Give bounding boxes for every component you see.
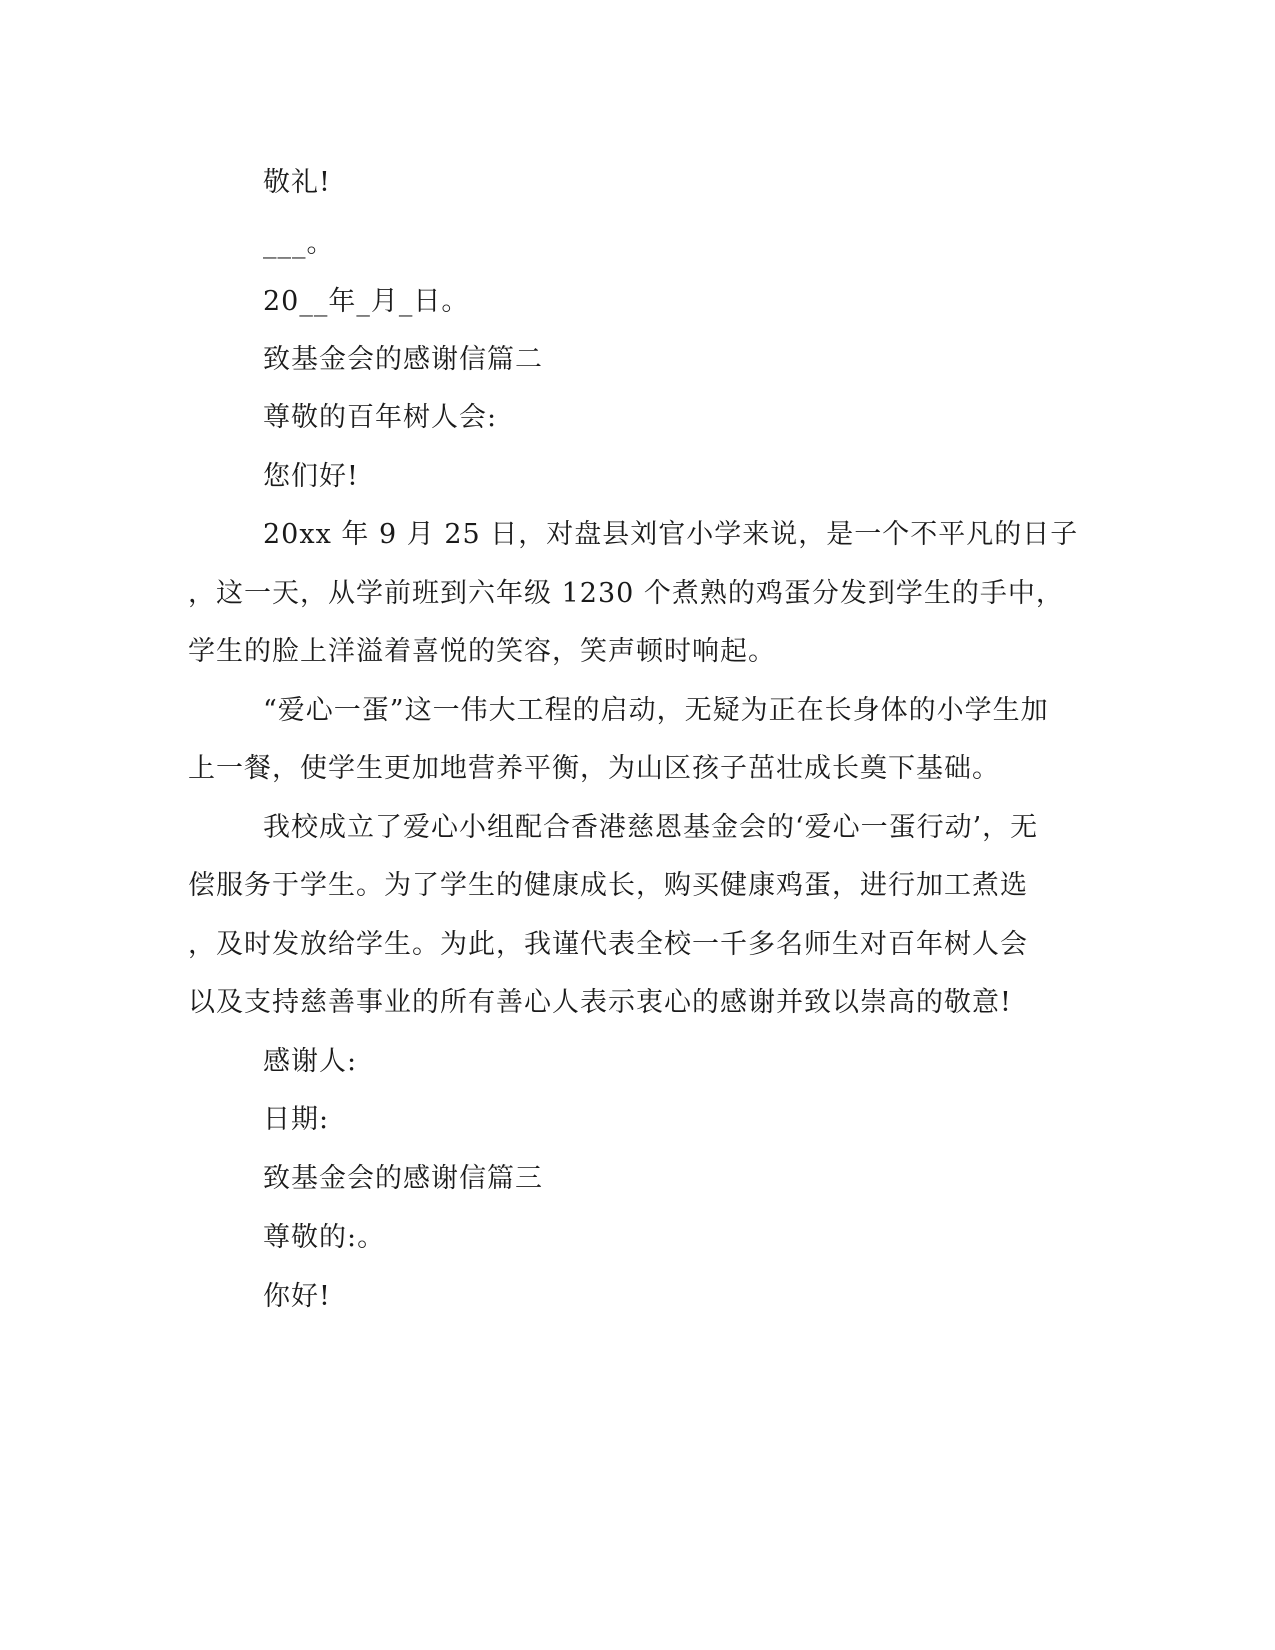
date-blank: 20__年_月_日。 bbox=[263, 286, 470, 317]
letter3-greeting: 你好! bbox=[263, 1281, 331, 1312]
closing-line: 敬礼! bbox=[263, 167, 331, 198]
letter2-thanks-by: 感谢人: bbox=[263, 1046, 358, 1077]
letter2-para1-line1: 20xx 年 9 月 25 日，对盘县刘官小学来说，是一个不平凡的日子 bbox=[263, 519, 1079, 550]
letter2-para2-line1: “爱心一蛋”这一伟大工程的启动，无疑为正在长身体的小学生加 bbox=[263, 695, 1049, 726]
signature-blank: ___。 bbox=[263, 228, 335, 259]
letter2-para3-line2: 偿服务于学生。为了学生的健康成长，购买健康鸡蛋，进行加工煮选 bbox=[188, 870, 1028, 901]
letter2-para2-line2: 上一餐，使学生更加地营养平衡，为山区孩子茁壮成长奠下基础。 bbox=[188, 753, 1000, 784]
letter2-para3-line1: 我校成立了爱心小组配合香港慈恩基金会的‘爱心一蛋行动’，无 bbox=[263, 812, 1039, 843]
letter2-greeting: 您们好! bbox=[263, 461, 359, 492]
letter2-date-label: 日期: bbox=[263, 1104, 330, 1135]
letter2-heading: 致基金会的感谢信篇二 bbox=[263, 344, 543, 375]
letter3-salutation: 尊敬的:。 bbox=[263, 1222, 386, 1253]
letter2-para3-line4: 以及支持慈善事业的所有善心人表示衷心的感谢并致以崇高的敬意! bbox=[188, 987, 1012, 1018]
letter2-salutation: 尊敬的百年树人会: bbox=[263, 402, 498, 433]
letter2-para3-line3: ，及时发放给学生。为此，我谨代表全校一千多名师生对百年树人会 bbox=[188, 929, 1028, 960]
letter2-para1-line2: ，这一天，从学前班到六年级 1230 个煮熟的鸡蛋分发到学生的手中， bbox=[188, 578, 1064, 609]
letter2-para1-line3: 学生的脸上洋溢着喜悦的笑容，笑声顿时响起。 bbox=[188, 636, 776, 667]
letter3-heading: 致基金会的感谢信篇三 bbox=[263, 1163, 543, 1194]
